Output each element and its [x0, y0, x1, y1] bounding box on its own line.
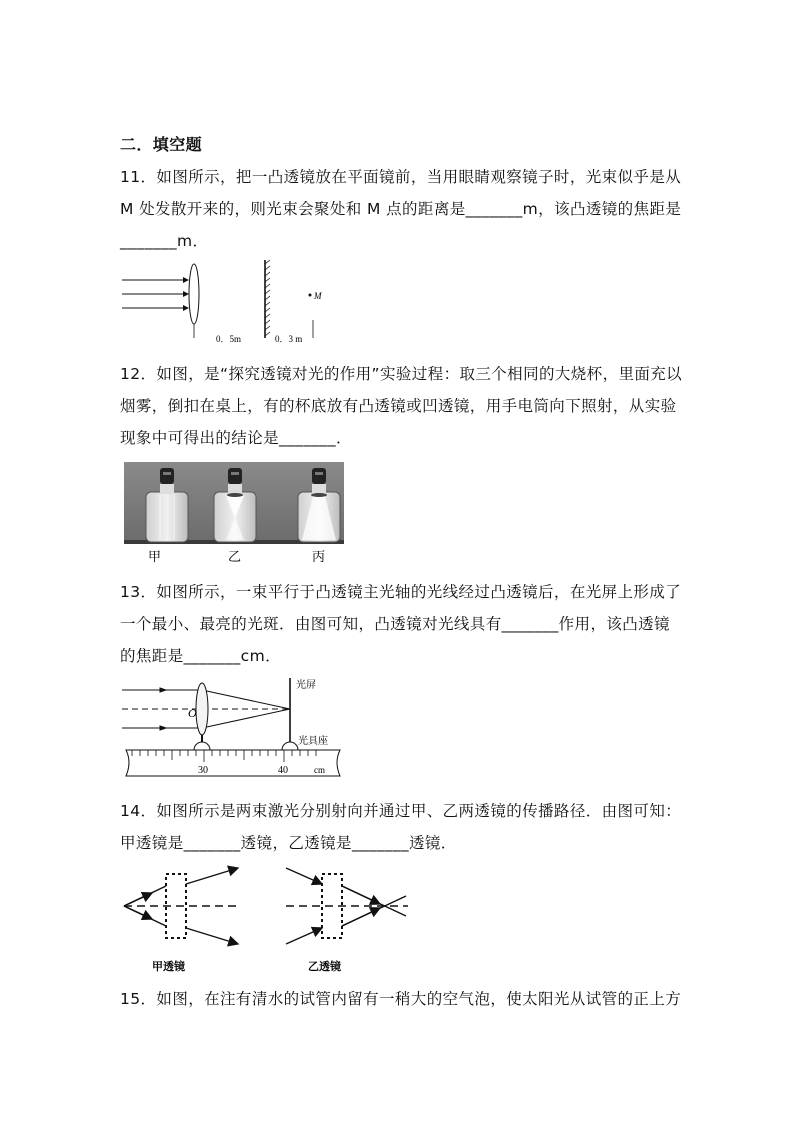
lens-yi	[286, 868, 408, 944]
lens-jia	[124, 868, 238, 944]
q13-line3: 的焦距是_______cm．	[120, 647, 281, 665]
label-bing: 丙	[312, 549, 326, 564]
q14-line2: 甲透镜是_______透镜，乙透镜是_______透镜．	[120, 834, 457, 852]
q13-line2: 一个最小、最亮的光斑．由图可知，凸透镜对光线具有_______作用，该凸透镜	[120, 615, 670, 633]
label-cm: cm	[314, 765, 325, 775]
convex-lens	[196, 683, 208, 735]
q15-line1: 15．如图，在注有清水的试管内留有一稍大的空气泡，使太阳光从试管的正上方	[120, 990, 682, 1008]
q11-line2: M 处发散开来的，则光束会聚处和 M 点的距离是_______m，该凸透镜的焦距是	[120, 200, 682, 218]
label-bench: 光具座	[298, 736, 328, 747]
label-30: 30	[198, 765, 208, 776]
section-title: 二．填空题	[120, 135, 203, 154]
label-lens-jia: 甲透镜	[152, 961, 185, 973]
q12-line2: 烟雾，倒扣在桌上，有的杯底放有凸透镜或凹透镜，用手电筒向下照射，从实验	[120, 397, 677, 415]
label-O: O	[188, 706, 197, 720]
q14-figure	[118, 858, 414, 976]
q13-line1: 13．如图所示，一束平行于凸透镜主光轴的光线经过凸透镜后，在光屏上形成了	[120, 583, 682, 601]
q12-line1: 12．如图，是“探究透镜对光的作用”实验过程：取三个相同的大烧杯，里面充以	[120, 365, 683, 383]
q13-figure	[118, 672, 346, 784]
incident-rays	[122, 280, 188, 308]
q14-line1: 14．如图所示是两束激光分别射向并通过甲、乙两透镜的传播路径．由图可知：	[120, 802, 682, 820]
point-M	[309, 294, 312, 297]
label-lens-yi: 乙透镜	[308, 961, 341, 973]
label-M: M	[314, 291, 322, 301]
q11-line3: _______m．	[120, 232, 209, 250]
convex-lens	[189, 264, 199, 324]
label-yi: 乙	[228, 549, 242, 564]
label-0.5m: 0．5m	[216, 334, 242, 344]
q11-figure	[118, 258, 338, 350]
label-jia: 甲	[148, 549, 162, 564]
q12-line3: 现象中可得出的结论是_______．	[120, 429, 352, 447]
plane-mirror	[265, 260, 270, 338]
label-40: 40	[278, 765, 288, 776]
label-screen: 光屏	[296, 680, 316, 691]
label-0.3m: 0．3 m	[275, 334, 303, 344]
q12-figure	[122, 462, 346, 568]
q11-line1: 11．如图所示，把一凸透镜放在平面镜前，当用眼睛观察镜子时，光束似乎是从	[120, 168, 682, 186]
